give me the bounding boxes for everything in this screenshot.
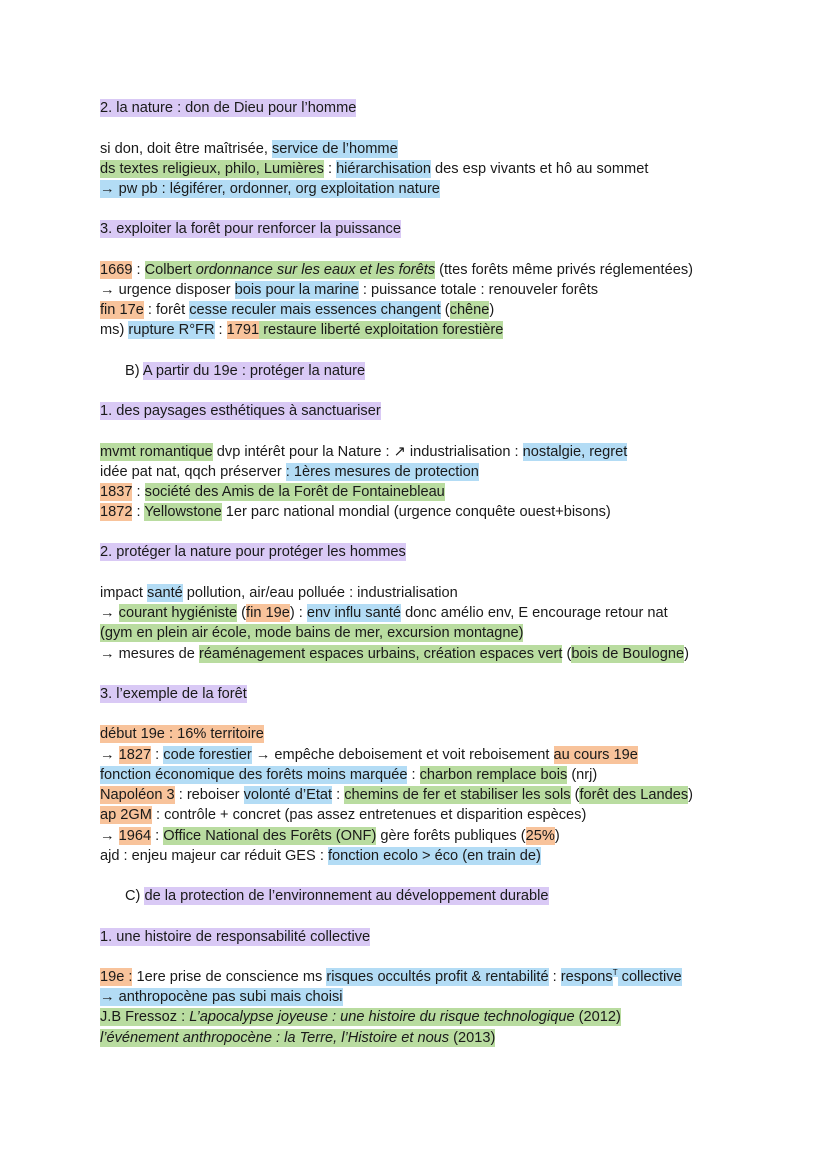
- text-segment: impact: [100, 585, 148, 601]
- highlighted-text: fonction ecolo > éco (en train de): [327, 848, 541, 864]
- text-segment: ): [489, 302, 495, 318]
- text-line: [100, 503, 611, 522]
- highlighted-text: L’apocalypse joyeuse : une histoire du risque technologique: [189, 1009, 575, 1025]
- highlighted-text: 1791: [226, 322, 260, 338]
- highlighted-text: Napoléon 3: [100, 787, 175, 803]
- highlighted-text: 1827: [118, 747, 152, 763]
- text-segment: 1er parc national mondial (urgence conquête ouest+bisons): [221, 504, 611, 520]
- highlighted-text: : 1ères mesures de protection: [285, 464, 479, 480]
- highlighted-text: → anthropocène pas subi mais choisi: [100, 989, 343, 1005]
- text-segment: (: [570, 787, 580, 803]
- highlighted-text: collective: [617, 969, 682, 985]
- text-line: [100, 928, 370, 947]
- text-segment: :: [323, 161, 337, 177]
- text-segment: → mesures de: [100, 646, 199, 662]
- text-segment: :: [132, 504, 145, 520]
- text-segment: :: [332, 787, 345, 803]
- highlighted-text: → pw pb : légiférer, ordonner, org exploitation nature: [100, 181, 440, 197]
- text-segment: ) :: [289, 605, 307, 621]
- text-segment: : reboiser: [174, 787, 244, 803]
- highlighted-text: restaure liberté exploitation forestière: [259, 322, 504, 338]
- text-segment: → empêche deboisement et voit reboisement: [251, 747, 554, 763]
- highlighted-text: nostalgie, regret: [522, 444, 628, 460]
- text-segment: (: [237, 605, 247, 621]
- highlighted-text: société des Amis de la Forêt de Fontainebleau: [144, 484, 445, 500]
- text-line: [100, 645, 689, 664]
- text-segment: ): [684, 646, 689, 662]
- text-segment: : puissance totale : renouveler forêts: [358, 282, 599, 298]
- text-line: [125, 887, 549, 906]
- highlighted-text: J.B Fressoz :: [100, 1009, 190, 1025]
- text-segment: ajd : enjeu majeur car réduit GES :: [100, 848, 328, 864]
- text-line: [100, 261, 693, 280]
- text-segment: C): [125, 888, 145, 904]
- highlighted-text: T: [612, 968, 618, 977]
- text-segment: →: [100, 605, 119, 621]
- highlighted-text: santé: [147, 585, 183, 601]
- text-line: [100, 685, 247, 704]
- text-line: [100, 463, 479, 482]
- highlighted-text: code forestier: [163, 747, 252, 763]
- text-line: [100, 968, 682, 987]
- highlighted-text: mvmt romantique: [100, 444, 213, 460]
- text-line: [100, 281, 598, 300]
- text-segment: idée pat nat, qqch préserver: [100, 464, 286, 480]
- highlighted-text: (2012): [574, 1009, 621, 1025]
- text-segment: : contrôle + concret (pas assez entretenues et disparition espèces): [151, 807, 587, 823]
- text-segment: ms): [100, 322, 129, 338]
- text-segment: ): [554, 828, 560, 844]
- highlighted-text: rupture R°FR: [128, 322, 215, 338]
- text-line: [100, 543, 406, 562]
- text-line: [100, 301, 494, 320]
- text-line: [100, 483, 445, 502]
- text-segment: : forêt: [143, 302, 190, 318]
- highlighted-text: début 19e : 16% territoire: [100, 726, 264, 742]
- highlighted-text: 1. une histoire de responsabilité collective: [100, 929, 371, 945]
- highlighted-text: risques occultés profit & rentabilité: [326, 969, 549, 985]
- highlighted-text: l’événement anthropocène : la Terre, l’Histoire et nous: [100, 1030, 450, 1046]
- highlighted-text: cesse reculer mais essences changent: [189, 302, 441, 318]
- highlighted-text: ds textes religieux, philo, Lumières: [100, 161, 324, 177]
- text-segment: →: [100, 747, 119, 763]
- highlighted-text: (2013): [449, 1030, 496, 1046]
- highlighted-text: 3. l’exemple de la forêt: [100, 686, 247, 702]
- highlighted-text: respons: [560, 969, 613, 985]
- text-line: [100, 99, 356, 118]
- text-line: [100, 827, 560, 846]
- text-line: [125, 362, 365, 381]
- text-segment: (: [562, 646, 572, 662]
- text-segment: 1ere prise de conscience ms: [132, 969, 327, 985]
- text-segment: (nrj): [567, 767, 598, 783]
- text-line: [100, 140, 398, 159]
- text-segment: (: [440, 302, 450, 318]
- highlighted-text: 2. la nature : don de Dieu pour l’homme: [100, 100, 357, 116]
- highlighted-text: 1. des paysages esthétiques à sanctuariser: [100, 403, 381, 419]
- text-segment: :: [151, 747, 164, 763]
- text-line: [100, 806, 586, 825]
- highlighted-text: 19e :: [100, 969, 133, 985]
- highlighted-text: forêt des Landes: [579, 787, 689, 803]
- highlighted-text: (gym en plein air école, mode bains de mer, excursion montagne): [100, 625, 524, 641]
- text-line: [100, 988, 343, 1007]
- text-line: [100, 604, 668, 623]
- highlighted-text: Yellowstone: [144, 504, 222, 520]
- highlighted-text: 1669: [100, 262, 133, 278]
- highlighted-text: chemins de fer et stabiliser les sols: [344, 787, 571, 803]
- text-segment: :: [407, 767, 420, 783]
- highlighted-text: volonté d’Etat: [243, 787, 333, 803]
- text-line: [100, 786, 693, 805]
- highlighted-text: charbon remplace bois: [419, 767, 568, 783]
- highlighted-text: service de l’homme: [271, 141, 398, 157]
- highlighted-text: fin 17e: [100, 302, 144, 318]
- text-segment: :: [151, 828, 164, 844]
- highlighted-text: chêne: [449, 302, 490, 318]
- text-segment: →: [100, 828, 119, 844]
- text-line: [100, 1008, 621, 1027]
- text-line: [100, 160, 648, 179]
- text-segment: → urgence disposer: [100, 282, 235, 298]
- highlighted-text: A partir du 19e : protéger la nature: [142, 363, 366, 379]
- text-line: [100, 766, 597, 785]
- text-line: [100, 321, 503, 340]
- highlighted-text: env influ santé: [306, 605, 402, 621]
- text-line: [100, 220, 401, 239]
- text-segment: si don, doit être maîtrisée,: [100, 141, 272, 157]
- text-line: [100, 180, 440, 199]
- text-line: [100, 847, 541, 866]
- highlighted-text: ap 2GM: [100, 807, 152, 823]
- text-segment: (ttes forêts même privés réglementées): [435, 262, 693, 278]
- text-segment: :: [132, 484, 145, 500]
- highlighted-text: fonction économique des forêts moins marquée: [100, 767, 408, 783]
- highlighted-text: hiérarchisation: [336, 161, 431, 177]
- highlighted-text: ordonnance sur les eaux et les forêts: [195, 262, 436, 278]
- highlighted-text: courant hygiéniste: [118, 605, 238, 621]
- text-line: [100, 624, 523, 643]
- text-segment: pollution, air/eau polluée : industrialisation: [182, 585, 458, 601]
- text-segment: :: [132, 262, 145, 278]
- text-line: [100, 402, 381, 421]
- highlighted-text: fin 19e: [246, 605, 290, 621]
- text-segment: des esp vivants et hô au sommet: [430, 161, 649, 177]
- text-line: [100, 746, 638, 765]
- text-segment: B): [125, 363, 143, 379]
- highlighted-text: 1964: [118, 828, 152, 844]
- highlighted-text: au cours 19e: [553, 747, 638, 763]
- highlighted-text: Office National des Forêts (ONF): [163, 828, 377, 844]
- text-line: [100, 1029, 495, 1048]
- text-segment: :: [548, 969, 561, 985]
- highlighted-text: 25%: [525, 828, 555, 844]
- text-line: [100, 725, 264, 744]
- text-segment: donc amélio env, E encourage retour nat: [401, 605, 668, 621]
- highlighted-text: réaménagement espaces urbains, création espaces vert: [198, 646, 563, 662]
- text-line: [100, 584, 458, 603]
- text-line: [100, 443, 627, 462]
- highlighted-text: bois pour la marine: [234, 282, 359, 298]
- text-segment: ): [688, 787, 694, 803]
- highlighted-text: 2. protéger la nature pour protéger les hommes: [100, 544, 406, 560]
- highlighted-text: 1872: [100, 504, 133, 520]
- text-segment: gère forêts publiques (: [376, 828, 526, 844]
- highlighted-text: bois de Boulogne: [571, 646, 685, 662]
- text-segment: :: [214, 322, 227, 338]
- highlighted-text: Colbert: [144, 262, 196, 278]
- highlighted-text: de la protection de l’environnement au développement durable: [144, 888, 549, 904]
- highlighted-text: 1837: [100, 484, 133, 500]
- highlighted-text: 3. exploiter la forêt pour renforcer la puissance: [100, 221, 401, 237]
- text-segment: dvp intérêt pour la Nature : ↗ industrialisation :: [212, 444, 523, 460]
